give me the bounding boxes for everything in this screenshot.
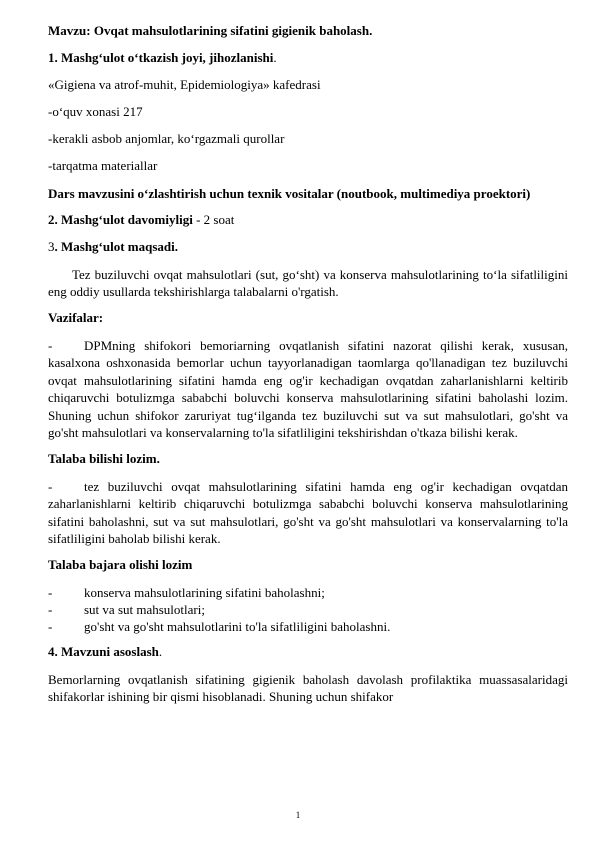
document-page — [48, 23, 568, 715]
knowledge-dash: - — [48, 478, 53, 494]
tools-line: -kerakli asbob anjomlar, ko‘rgazmali qurollar — [48, 131, 285, 146]
list-dash: - — [48, 618, 53, 634]
section-4-heading — [48, 644, 568, 660]
handouts-line: -tarqatma materiallar — [48, 158, 158, 173]
department-line: «Gigiena va atrof-muhit, Epidemiologiya» kafedrasi — [48, 77, 321, 92]
tasks-dash: - — [48, 337, 53, 353]
skills-heading: Talaba bajara olishi lozim — [48, 556, 193, 572]
section-3-number: 3 — [48, 238, 55, 254]
list-item — [48, 618, 568, 635]
section-2-heading: 2. Mashg‘ulot davomiyligi — [48, 211, 193, 227]
tasks-text: DPMning shifokori bemoriarning ovqatlanish sifatini nazorat qilishi kerak, xususan, kasalxona oshxonasida bemorlar uchun tayyorlanadigan taomlarga qo'llanadigan tez buziluvchi ovqat mahsulotlarining sifatini hamda eng og'ir kechadigan ovqatdan zaharlanishlarni keltirib chiqaruvchi botulizmga sababchi boluvchi konserva mahsulotlarining sifatini baholashi lozim. Shuning uchun shifokor zaruriyat tug‘ilganda tez buziluvchi sut va sut mahsulotlari, go'sht va go'sht mahsulotlari va konservalarning to'la sifatliligini tekshirishdan o'tkaza bilishi kerak. — [48, 337, 568, 440]
goal-paragraph: Tez buziluvchi ovqat mahsulotlari (sut, go‘sht) va konserva mahsulotlarining to‘la sifatliligini eng oddiy usullarda tekshirishlarga talabalarni o'rgatish. — [48, 266, 568, 299]
section-1-heading — [48, 50, 568, 66]
list-dash: - — [48, 601, 53, 617]
section-2-value: - 2 soat — [192, 211, 235, 227]
list-dash: - — [48, 584, 53, 600]
technical-tools-line: Dars mavzusini o‘zlashtirish uchun texnik vositalar (noutbook, multimediya proektori) — [48, 186, 531, 201]
section-3-heading-text: . Mashg‘ulot maqsadi. — [54, 238, 179, 254]
section-4-heading-dot: . — [158, 643, 163, 659]
tasks-paragraph — [48, 337, 568, 442]
knowledge-paragraph — [48, 478, 568, 548]
knowledge-text: tez buziluvchi ovqat mahsulotlarining sifatini hamda eng og'ir kechadigan ovqatdan zaharlanishlarni keltirib chiqaruvchi botulizmga sababchi boluvchi konserva mahsulotlarining sifatini baholashni, sut va sut mahsulotlari, go'sht va go'sht mahsulotlari va konservalarning to'la sifatliligini baholab bilishi kerak. — [48, 478, 568, 546]
skills-list — [48, 584, 568, 635]
tasks-heading: Vazifalar: — [48, 309, 104, 325]
page-number: 1 — [295, 810, 301, 820]
list-item — [48, 584, 568, 601]
section-1-heading-dot: . — [273, 50, 277, 65]
section-3-heading — [48, 239, 568, 255]
list-item — [48, 601, 568, 618]
section-1-heading-text: 1. Mashg‘ulot o‘tkazish joyi, jihozlanishi — [48, 50, 274, 65]
room-line: -o‘quv xonasi 217 — [48, 104, 143, 119]
basis-paragraph: Bemorlarning ovqatlanish sifatining gigienik baholash davolash profilaktika muassasalaridagi shifakorlar ishining bir qismi hisoblanadi. Shuning uchun shifakor — [48, 671, 568, 704]
list-item-text: sut va sut mahsulotlari; — [84, 601, 205, 617]
list-item-text: konserva mahsulotlarining sifatini baholashni; — [84, 584, 325, 600]
section-4-heading-text: 4. Mavzuni asoslash — [48, 643, 159, 659]
section-2-line — [48, 212, 568, 228]
knowledge-heading: Talaba bilishi lozim. — [48, 450, 160, 466]
list-item-text: go'sht va go'sht mahsulotlarini to'la sifatliligini baholashni. — [84, 618, 391, 634]
topic-line: Mavzu: Ovqat mahsulotlarining sifatini gigienik baholash. — [48, 23, 373, 38]
